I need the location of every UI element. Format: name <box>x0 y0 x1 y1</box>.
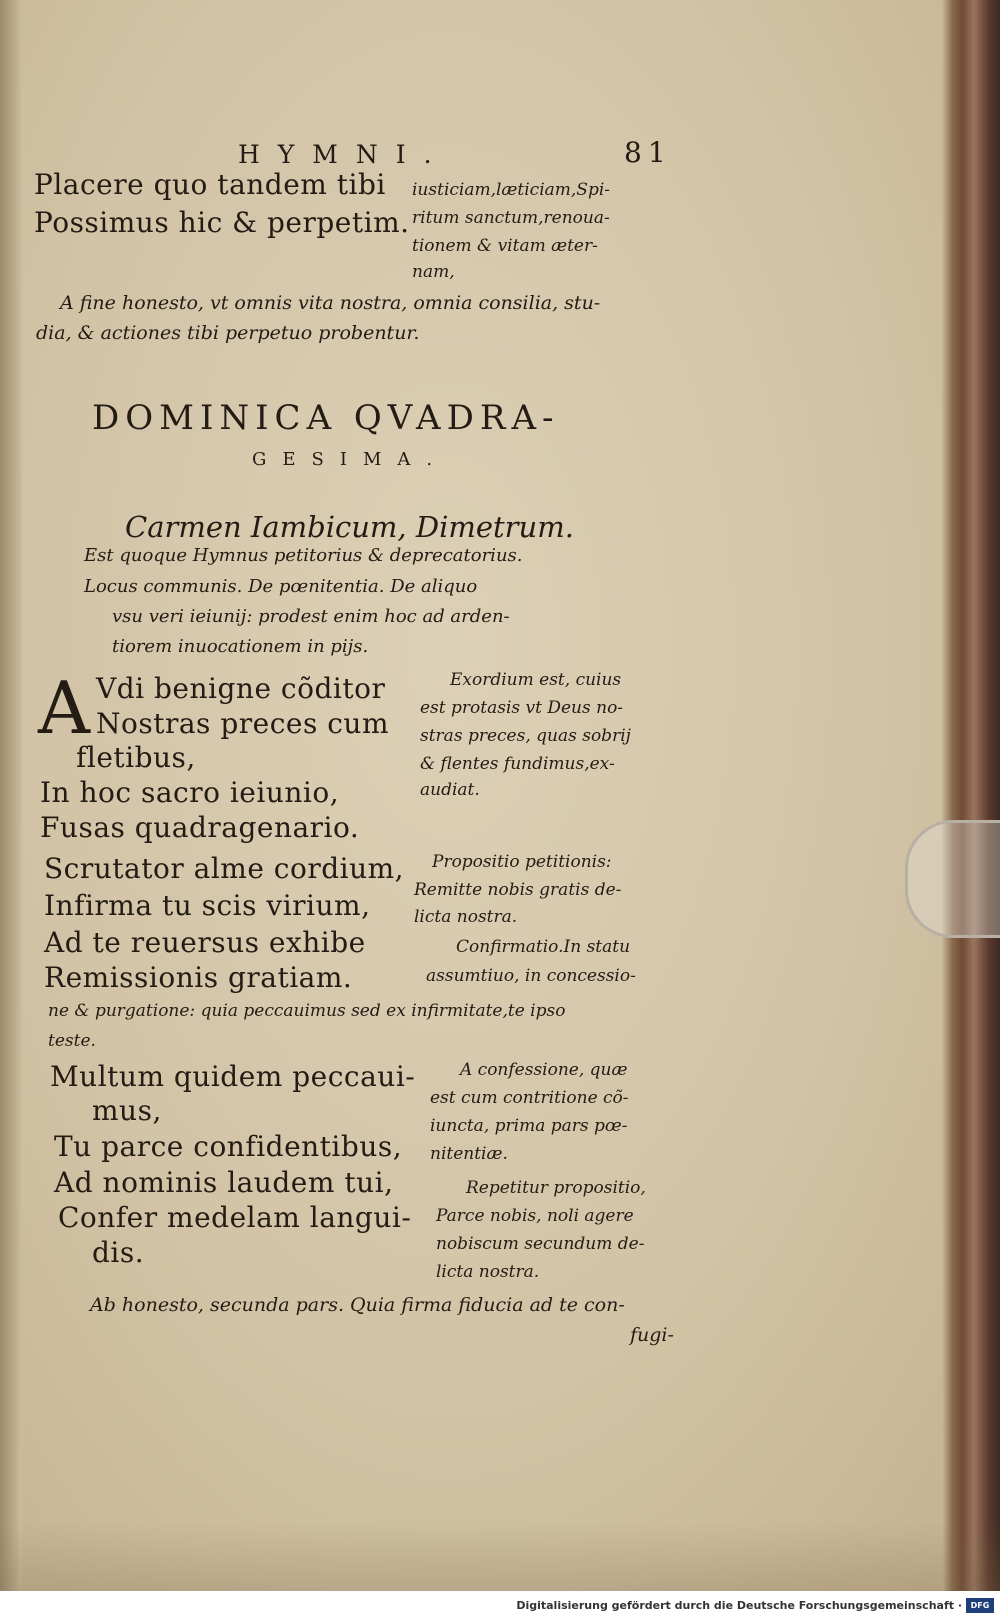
page-number: 81 <box>624 136 672 169</box>
note-line: Ab honesto, secunda pars. Quia firma fiducia ad te con- <box>90 1294 625 1316</box>
verse-line: Placere quo tandem tibi <box>34 168 386 201</box>
margin-note-line: & flentes fundimus,ex- <box>420 754 615 774</box>
meter-title: Carmen Iambicum, Dimetrum. <box>125 510 574 544</box>
verse-line: Remissionis gratiam. <box>44 961 353 994</box>
intro-note-line: vsu veri ieiunij: prodest enim hoc ad arden- <box>112 606 510 627</box>
margin-note-line: Exordium est, cuius <box>450 670 622 690</box>
running-title: HYMNI. <box>238 140 450 169</box>
margin-note-line: Parce nobis, noli agere <box>436 1206 634 1226</box>
margin-note-line: Propositio petitionis: <box>432 852 612 872</box>
verse-line: Possimus hic & perpetim. <box>34 206 410 239</box>
drop-cap: A <box>38 666 91 750</box>
section-title-continued: GESIMA. <box>252 449 449 470</box>
verse-line: In hoc sacro ieiunio, <box>40 776 340 809</box>
verse-line: Ad te reuersus exhibe <box>44 926 366 959</box>
book-gutter <box>0 0 22 1617</box>
margin-note-line: est cum contritione cõ- <box>430 1088 629 1108</box>
book-edge <box>942 0 1000 1617</box>
verse-line: Multum quidem peccaui- <box>50 1060 416 1093</box>
margin-note-line: nobiscum secundum de- <box>436 1234 645 1254</box>
intro-note-line: tiorem inuocationem in pijs. <box>112 636 369 657</box>
margin-note-line: iuncta, prima pars pœ- <box>430 1116 628 1136</box>
dfg-logo: DFG <box>966 1598 994 1613</box>
verse-line: fletibus, <box>76 741 196 774</box>
margin-note-line: licta nostra. <box>414 907 518 927</box>
margin-note-line: ritum sanctum,renoua- <box>412 208 610 228</box>
margin-note-line: audiat. <box>420 780 480 800</box>
digitization-footer <box>0 1591 1000 1617</box>
verse-line: Infirma tu scis virium, <box>44 889 371 922</box>
margin-note-line: tionem & vitam æter- <box>412 236 598 256</box>
margin-note-line: iusticiam,læticiam,Spi- <box>412 180 611 200</box>
verse-line: Vdi benigne cõditor <box>96 672 386 705</box>
margin-note-line: nitentiæ. <box>430 1144 508 1164</box>
page-shadow <box>0 1521 1000 1591</box>
margin-note-line: Confirmatio.In statu <box>456 937 631 957</box>
verse-line: Tu parce confidentibus, <box>54 1130 403 1163</box>
note-line: ne & purgatione: quia peccauimus sed ex infirmitate,te ipso <box>48 1001 566 1021</box>
margin-note-line: A confessione, quæ <box>460 1060 628 1080</box>
note-line: dia, & actiones tibi perpetuo probentur. <box>36 322 420 344</box>
verse-line: mus, <box>92 1094 162 1127</box>
intro-note-line: Locus communis. De pœnitentia. De aliquo <box>84 576 478 597</box>
verse-line: dis. <box>92 1236 145 1269</box>
margin-note-line: assumtiuo, in concessio- <box>426 966 636 986</box>
section-title: DOMINICA QVADRA- <box>92 398 560 438</box>
catchword: fugi- <box>630 1324 674 1346</box>
verse-line: Nostras preces cum <box>96 707 389 740</box>
margin-note-line: Remitte nobis gratis de- <box>414 880 622 900</box>
margin-note-line: stras preces, quas sobrij <box>420 726 631 746</box>
note-line: teste. <box>48 1031 96 1051</box>
margin-note-line: est protasis vt Deus no- <box>420 698 624 718</box>
digitization-credit: Digitalisierung gefördert durch die Deutsche Forschungsgemeinschaft · <box>516 1599 962 1612</box>
intro-note-line: Est quoque Hymnus petitorius & deprecatorius. <box>84 545 523 566</box>
margin-note-line: licta nostra. <box>436 1262 540 1282</box>
verse-line: Ad nominis laudem tui, <box>54 1166 394 1199</box>
margin-note-line: Repetitur propositio, <box>466 1178 646 1198</box>
margin-note-line: nam, <box>412 262 455 282</box>
verse-line: Fusas quadragenario. <box>40 811 360 844</box>
verse-line: Confer medelam langui- <box>58 1201 412 1234</box>
note-line: A fine honesto, vt omnis vita nostra, omnia consilia, stu- <box>60 292 601 314</box>
verse-line: Scrutator alme cordium, <box>44 852 405 885</box>
page-clip <box>905 820 1000 938</box>
